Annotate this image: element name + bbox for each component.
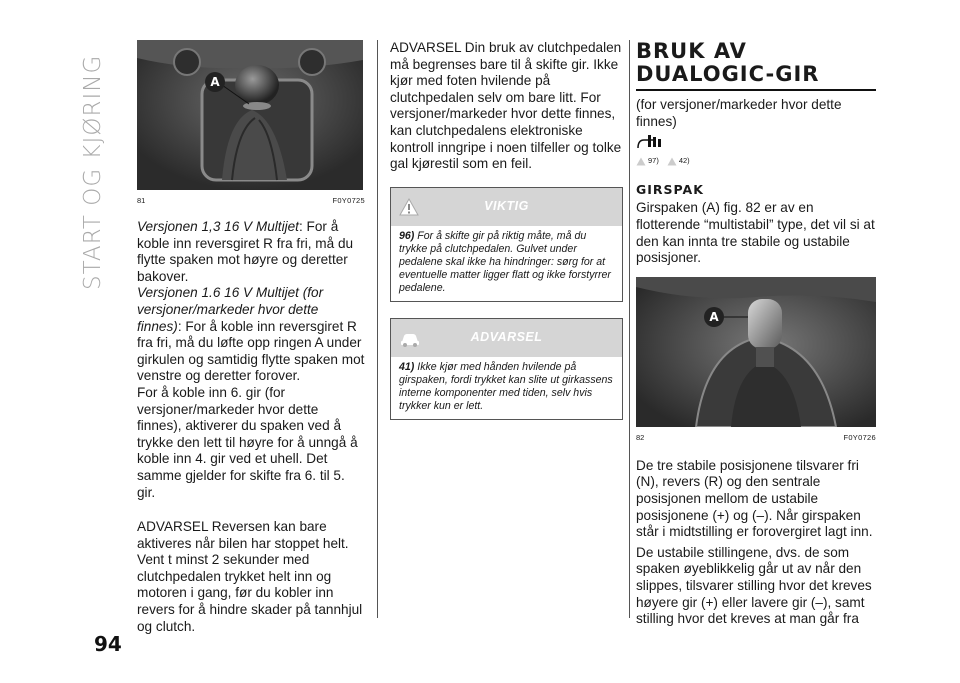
column-3 (636, 40, 876, 628)
column-divider-2 (629, 40, 630, 618)
column-divider-1 (377, 40, 378, 618)
section-subtitle: (for versjoner/markeder hvor dette finnes) (636, 97, 842, 129)
figure-81-number: 81 (137, 196, 146, 205)
figure-82-dualogic-lever-image (636, 277, 876, 427)
figure-82-code: F0Y0726 (843, 432, 876, 442)
car-warning-icon (667, 157, 677, 166)
paragraph-reverse-1-3: Versjonen 1,3 16 V Multijet: For å koble inn reversgiret R fra fri, må du flytte spaken mot høyre og deretter bakover. (137, 219, 354, 284)
chapter-title: START OG KJØRING (80, 54, 106, 290)
warning-title: ADVARSEL (470, 330, 543, 345)
paragraph-sixth-gear: For å koble inn 6. gir (for versjoner/markeder hvor dette finnes), aktiverer du spaken ved å trykke den lett til høyre for å unngå å koble inn 4. gir ved et uhell. Det samme gjelder for skifte fra 6. til 5. gir. (137, 384, 358, 500)
figure-82-callout-a: A (709, 309, 719, 324)
column-1 (137, 40, 365, 635)
subsection-heading: GIRSPAK (636, 181, 704, 197)
page-number: 94 (94, 632, 122, 656)
notice-title: VIKTIG (484, 199, 529, 214)
paragraph-gear-lever: Girspaken (A) fig. 82 er av en flotterende “multistabil” type, det vil si at den kan innta tre stabile og ustabile posisjoner. (636, 200, 875, 266)
warning-body: 41) Ikke kjør med hånden hvilende på girspaken, fordi trykket kan slite ut girkassens interne komponenter med tiden, selv hvis trykker kun er lett. (399, 360, 613, 412)
paragraph-warning-reverse: ADVARSEL Reversen kan bare aktiveres når bilen har stoppet helt. Vent t minst 2 sekunder med clutchpedalen trykket helt inn og motoren i gang, før du kobler inn revers for å hindre skader på tannhjul og clutch. (137, 519, 363, 634)
warning-box-header (391, 319, 622, 357)
paragraph-unstable-positions: De ustabile stillingene, dvs. de som spaken øyeblikkelig går ut av når den slippes, tilsvarer stilling hvor det kreves høyere gir (+) eller lavere gir (–), samt stilling hvor det kreves at man går fra (636, 544, 872, 627)
figure-81-code: F0Y0725 (332, 196, 365, 205)
notice-body: 96) For å skifte gir på riktig måte, må du trykke på clutchpedalen. Gulvet under pedalene skal ikke ha hindringer: sørg for at eventuelle matter ligger flatt og ikke forstyrrer pedalene. (399, 229, 611, 294)
dualogic-icon (636, 134, 876, 150)
figure-81-caption (137, 193, 365, 205)
figure-81-callout-a: A (210, 75, 220, 89)
figure-81-gear-shift-image (137, 40, 363, 190)
notice-box-important (390, 187, 623, 302)
references (636, 153, 876, 170)
paragraph-reverse-1-6: Versjonen 1.6 16 V Multijet (for versjoner/markeder hvor dette finnes): For å koble inn reversgiret R fra fri, må du løfte opp ringen A under girkulen og samtidig flytte spaken mot venstre og deretter forover. (137, 285, 365, 384)
column-2 (390, 40, 623, 420)
reference-97: 97) (636, 153, 659, 170)
section-heading: BRUK AV DUALOGIC-GIR (636, 40, 876, 91)
notice-box-header (391, 188, 622, 226)
warning-triangle-icon (636, 157, 646, 166)
paragraph-warning-clutch: ADVARSEL Din bruk av clutchpedalen må begrenses bare til å skifte gir. Ikke kjør med foten hvilende på clutchpedalen selv om bare litt. For versjoner/markeder hvor dette finnes, kan clutchpedalens elektroniske kontroll inngripe i noen tilfeller og tolke gal kjørestil som en feil. (390, 40, 622, 172)
figure-82-number: 82 (636, 432, 645, 442)
figure-82-caption (636, 430, 876, 442)
paragraph-stable-positions: De tre stabile posisjonene tilsvarer fri (N), revers (R) og den sentrale posisjonen mellom de ustabile posisjonene (+) og (–). Når girspaken står i midtstilling er forovergiret lagt inn. (636, 457, 873, 540)
notice-box-warning (390, 318, 623, 420)
reference-42: 42) (667, 153, 690, 170)
